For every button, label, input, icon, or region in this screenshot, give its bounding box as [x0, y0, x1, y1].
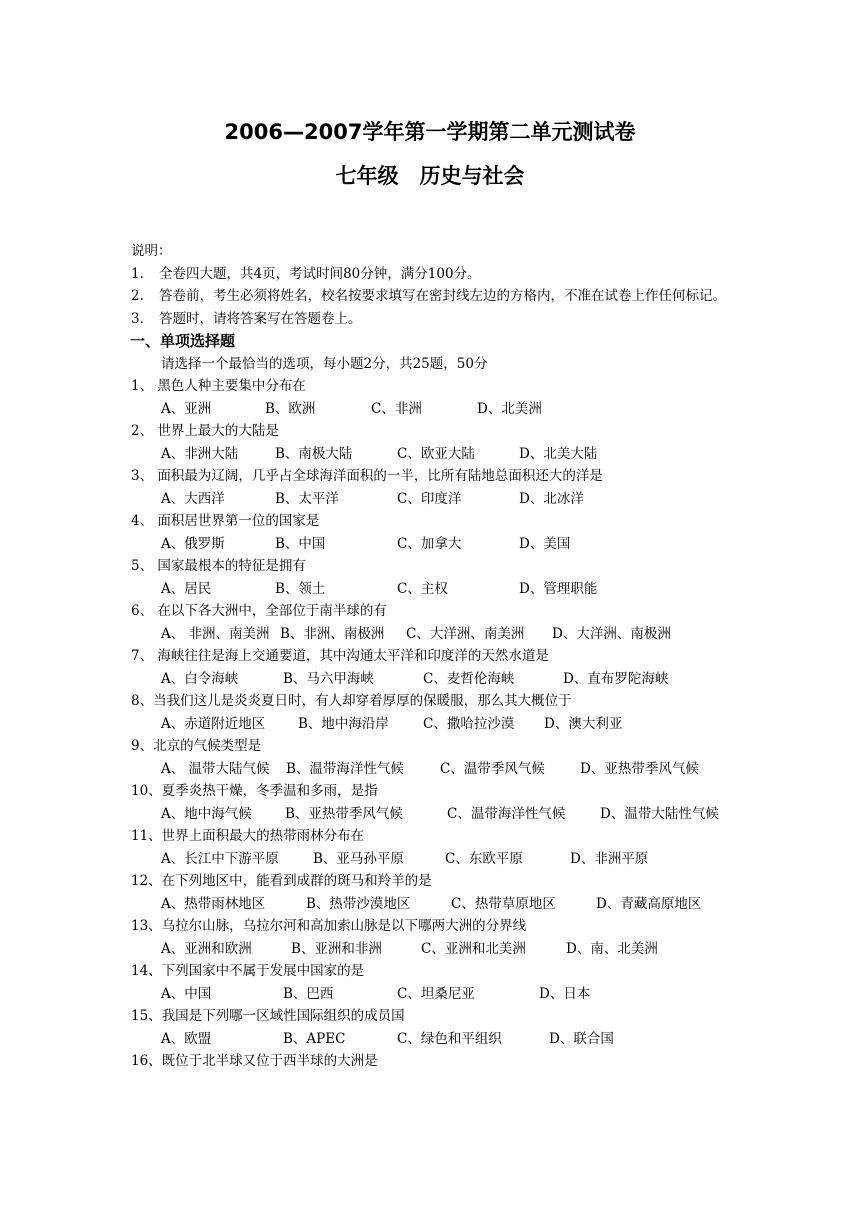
answer-option: B、巴西 [283, 985, 334, 1002]
question-options [131, 848, 751, 871]
question-options [131, 533, 751, 556]
exam-title: 2006—2007学年第一学期第二单元测试卷 [224, 120, 636, 144]
answer-option: B、亚热带季风气候 [285, 805, 403, 822]
exam-subtitle: 七年级 历史与社会 [335, 164, 525, 188]
answer-option: A、居民 [161, 580, 212, 597]
question-options [131, 443, 751, 466]
note-number: 1. [131, 265, 144, 282]
answer-option: C、热带草原地区 [451, 895, 556, 912]
question-stem: 15、我国是下列哪一区域性国际组织的成员国 [131, 1008, 405, 1024]
answer-option: B、APEC [283, 1030, 346, 1047]
answer-option: A、欧盟 [161, 1030, 212, 1047]
answer-option: C、非洲 [371, 400, 422, 417]
answer-option: C、加拿大 [397, 535, 462, 552]
answer-option: D、美国 [519, 535, 571, 552]
question-stem: 10、夏季炎热干燥，冬季温和多雨，是指 [131, 783, 378, 799]
answer-option: A、非洲大陆 [161, 445, 239, 462]
answer-option: C、坦桑尼亚 [397, 985, 475, 1002]
notes-list [131, 263, 751, 331]
answer-option: A、俄罗斯 [161, 535, 225, 552]
answer-option: C、温带季风气候 [440, 760, 545, 777]
answer-option: C、欧亚大陆 [397, 445, 475, 462]
question-stem: 14、下列国家中不属于发展中国家的是 [131, 963, 365, 979]
question-options [131, 623, 751, 646]
answer-option: C、撒哈拉沙漠 [423, 715, 515, 732]
answer-option: B、非洲、南极洲 [280, 625, 385, 642]
question-options [131, 758, 751, 781]
answer-option: A、地中海气候 [161, 805, 252, 822]
answer-option: A、大西洋 [161, 490, 225, 507]
question-options [131, 713, 751, 736]
question-stem: 1、 黑色人种主要集中分布在 [131, 378, 306, 394]
answer-option: B、亚马孙平原 [313, 850, 404, 867]
question-options [131, 983, 751, 1006]
answer-option: B、热带沙漠地区 [306, 895, 411, 912]
question-options [131, 1028, 751, 1051]
question-stem: 4、 面积居世界第一位的国家是 [131, 513, 320, 529]
question-stem: 12、在下列地区中，能看到成群的斑马和羚羊的是 [131, 873, 432, 889]
question-options [131, 488, 751, 511]
question-list [131, 375, 751, 1073]
question-options [131, 938, 751, 961]
question-stem: 16、既位于北半球又位于西半球的大洲是 [131, 1053, 378, 1069]
note-number: 3. [131, 310, 144, 327]
answer-option: B、温带海洋性气候 [286, 760, 404, 777]
exam-body [131, 240, 751, 1073]
question-stem: 6、 在以下各大洲中，全部位于南半球的有 [131, 603, 387, 619]
answer-option: B、南极大陆 [275, 445, 353, 462]
answer-option: C、亚洲和北美洲 [421, 940, 526, 957]
question-options [131, 803, 751, 826]
note-item [131, 263, 751, 286]
note-text: 答题时，请将答案写在答题卷上。 [159, 310, 362, 327]
answer-option: B、欧洲 [265, 400, 316, 417]
answer-option: C、主权 [397, 580, 448, 597]
section-heading: 一、单项选择题 [130, 332, 236, 350]
answer-option: A、赤道附近地区 [161, 715, 266, 732]
question-options [131, 398, 751, 421]
answer-option: C、绿色和平组织 [397, 1030, 502, 1047]
note-text: 答卷前，考生必须将姓名，校名按要求填写在密封线左边的方格内，不准在试卷上作任何标记。 [159, 288, 726, 304]
question-stem: 11、世界上面积最大的热带雨林分布在 [131, 828, 365, 844]
answer-option: B、领土 [275, 580, 326, 597]
answer-option: D、联合国 [549, 1030, 614, 1047]
answer-option: D、澳大利亚 [544, 715, 623, 732]
question-stem: 5、 国家最根本的特征是拥有 [131, 558, 306, 574]
answer-option: A、热带雨林地区 [161, 895, 266, 912]
note-text: 全卷四大题，共4页，考试时间80分钟，满分100分。 [159, 265, 481, 282]
answer-option: D、管理职能 [519, 580, 598, 597]
answer-option: A、白令海峡 [161, 670, 239, 687]
answer-option: C、东欧平原 [445, 850, 523, 867]
answer-option: C、麦哲伦海峡 [423, 670, 515, 687]
question-stem: 9、北京的气候类型是 [131, 738, 262, 754]
answer-option: D、直布罗陀海峡 [563, 670, 669, 687]
question-options [131, 578, 751, 601]
answer-option: D、南、北美洲 [566, 940, 658, 957]
notes-label: 说明： [131, 243, 172, 259]
question-options [131, 893, 751, 916]
answer-option: D、北冰洋 [519, 490, 584, 507]
answer-option: A、 温带大陆气候 [161, 760, 270, 777]
answer-option: B、地中海沿岸 [298, 715, 389, 732]
answer-option: C、温带海洋性气候 [447, 805, 566, 822]
question-stem: 8、当我们这儿是炎炎夏日时，有人却穿着厚厚的保暖服，那么其大概位于 [131, 693, 572, 709]
answer-option: B、亚洲和非洲 [291, 940, 382, 957]
question-stem: 2、 世界上最大的大陆是 [131, 423, 279, 439]
note-number: 2. [131, 288, 144, 304]
section-instruction: 请选择一个最恰当的选项，每小题2分，共25题，50分 [161, 355, 488, 372]
answer-option: D、大洋洲、南极洲 [552, 625, 671, 642]
answer-option: B、中国 [275, 535, 326, 552]
answer-option: D、亚热带季风气候 [580, 760, 699, 777]
answer-option: D、北美大陆 [519, 445, 598, 462]
answer-option: C、印度洋 [397, 490, 462, 507]
answer-option: B、马六甲海峡 [283, 670, 374, 687]
question-options [131, 668, 751, 691]
answer-option: D、北美洲 [477, 400, 542, 417]
answer-option: A、亚洲和欧洲 [161, 940, 252, 957]
answer-option: A、中国 [161, 985, 212, 1002]
answer-option: A、长江中下游平原 [161, 850, 279, 867]
answer-option: D、青藏高原地区 [596, 895, 702, 912]
question-stem: 7、 海峡往往是海上交通要道，其中沟通太平洋和印度洋的天然水道是 [131, 648, 549, 664]
answer-option: C、大洋洲、南美洲 [406, 625, 525, 642]
note-item [131, 285, 751, 308]
question-stem: 13、乌拉尔山脉，乌拉尔河和高加索山脉是以下哪两大洲的分界线 [131, 918, 527, 934]
answer-option: A、 非洲、南美洲 [161, 625, 270, 642]
note-item [131, 308, 751, 331]
answer-option: D、日本 [539, 985, 591, 1002]
question-stem: 3、 面积最为辽阔，几乎占全球海洋面积的一半，比所有陆地总面积还大的洋是 [131, 468, 603, 484]
answer-option: D、温带大陆性气候 [600, 805, 719, 822]
answer-option: A、亚洲 [161, 400, 212, 417]
answer-option: B、太平洋 [275, 490, 339, 507]
answer-option: D、非洲平原 [570, 850, 649, 867]
